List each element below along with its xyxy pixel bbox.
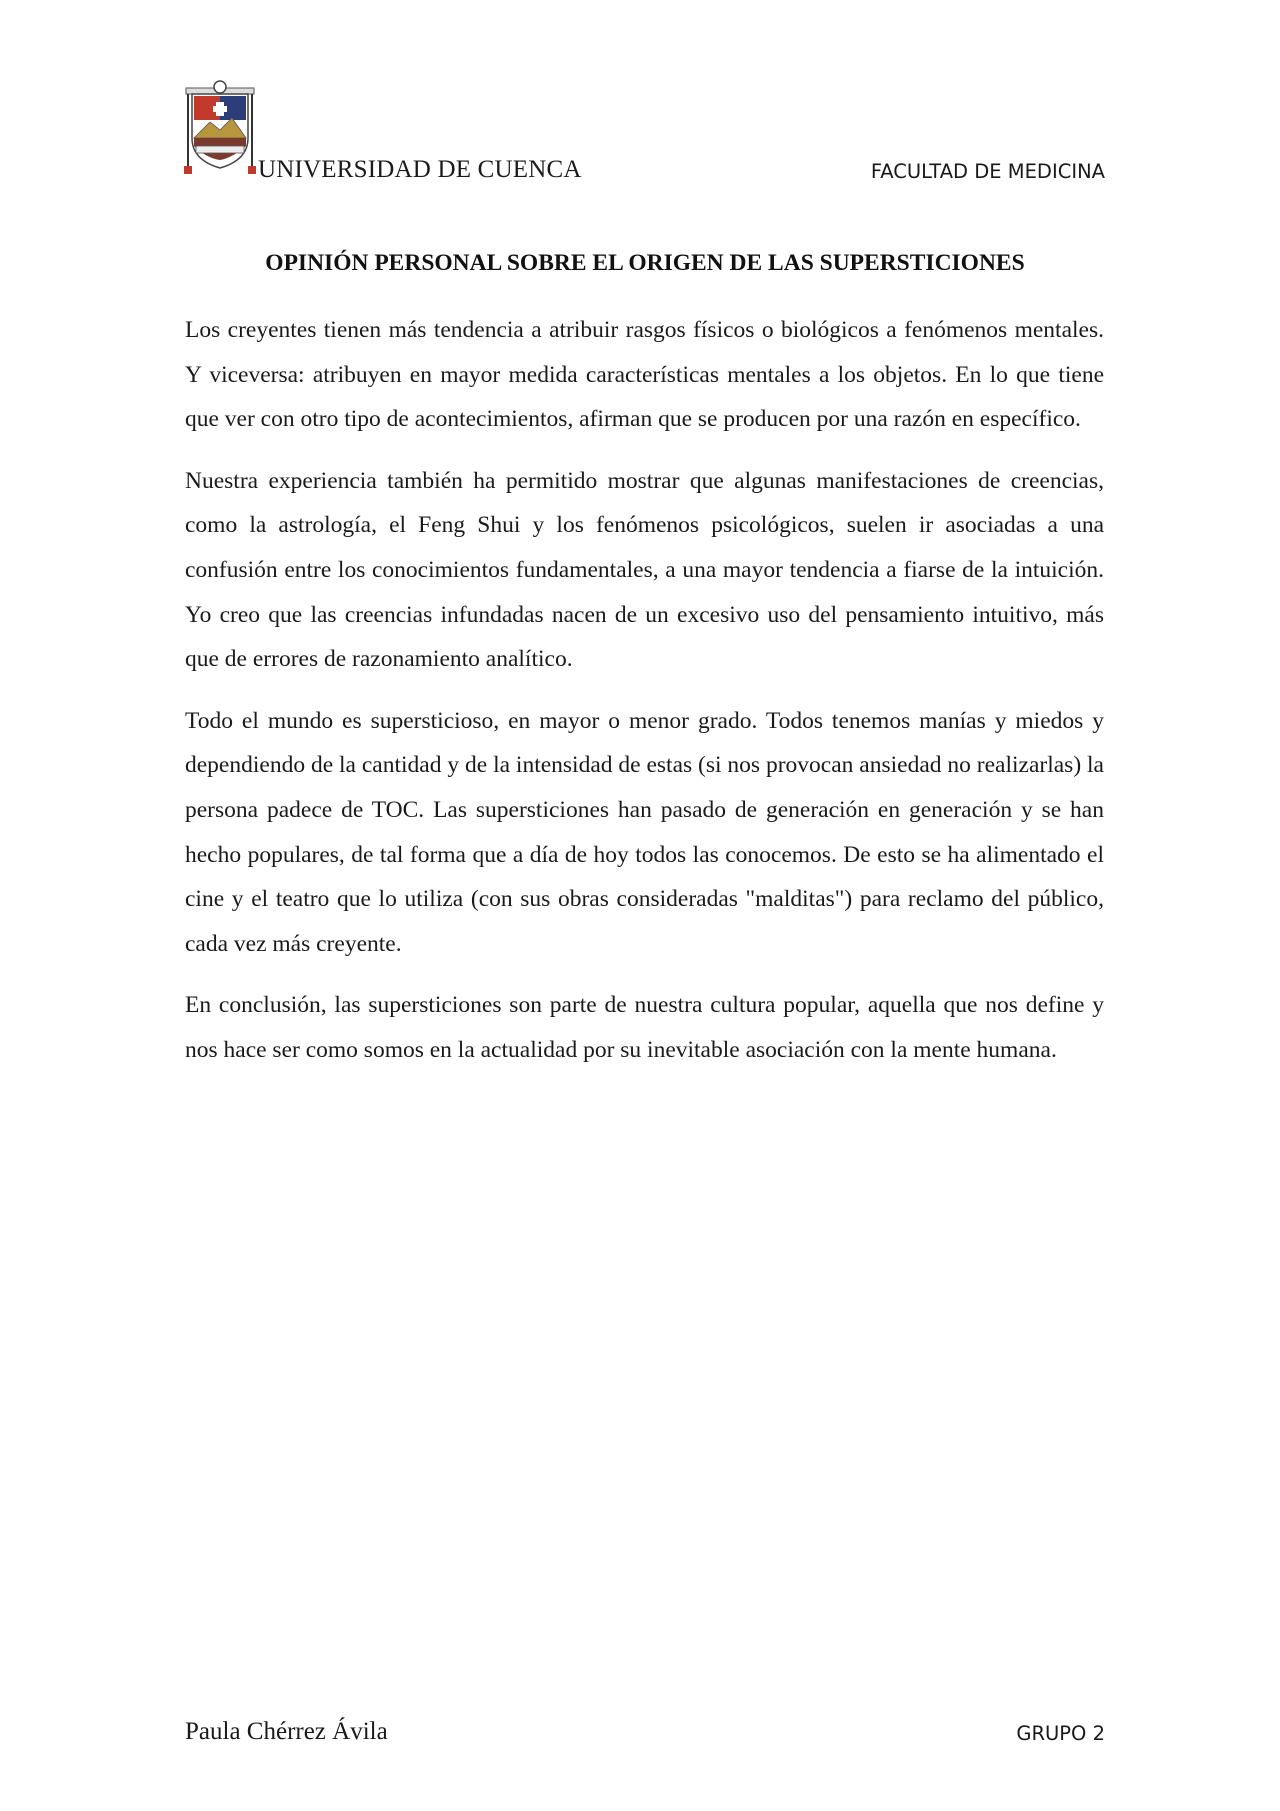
paragraph: En conclusión, las supersticiones son parte de nuestra cultura popular, aquella que nos define y nos hace ser como somos en la actualidad por su inevitable asociación con la mente humana. xyxy=(185,992,1104,1063)
group-label: GRUPO 2 xyxy=(1016,1722,1105,1745)
paragraph: Los creyentes tienen más tendencia a atribuir rasgos físicos o biológicos a fenómenos mentales. Y viceversa: atribuyen en mayor medida características mentales a los objetos. En lo que tiene que ver con otro tipo de acontecimientos, afirman que se producen por una razón en específico. xyxy=(185,317,1104,433)
document-title: OPINIÓN PERSONAL SOBRE EL ORIGEN DE LAS SUPERSTICIONES xyxy=(265,250,1025,276)
document-body xyxy=(185,308,1104,1090)
paragraph: Nuestra experiencia también ha permitido mostrar que algunas manifestaciones de creencias, como la astrología, el Feng Shui y los fenómenos psicológicos, suelen ir asociadas a una confusión entre los conocimientos fundamentales, a una mayor tendencia a fiarse de la intuición. Yo creo que las creencias infundadas nacen de un excesivo uso del pensamiento intuitivo, más que de errores de razonamiento analítico. xyxy=(185,467,1104,673)
paragraph: Todo el mundo es supersticioso, en mayor o menor grado. Todos tenemos manías y miedos y dependiendo de la cantidad y de la intensidad de estas (si nos provocan ansiedad no realizarlas) la persona padece de TOC. Las supersticiones han pasado de generación en generación y se han hecho populares, de tal forma que a día de hoy todos las conocemos. De esto se ha alimentado el cine y el teatro que lo utiliza (con sus obras consideradas "malditas") para reclamo del público, cada vez más creyente. xyxy=(185,707,1104,957)
university-crest-icon xyxy=(184,80,256,180)
university-name: UNIVERSIDAD DE CUENCA xyxy=(258,156,582,183)
faculty-name: FACULTAD DE MEDICINA xyxy=(870,160,1105,183)
author-name: Paula Chérrez Ávila xyxy=(185,1718,388,1745)
